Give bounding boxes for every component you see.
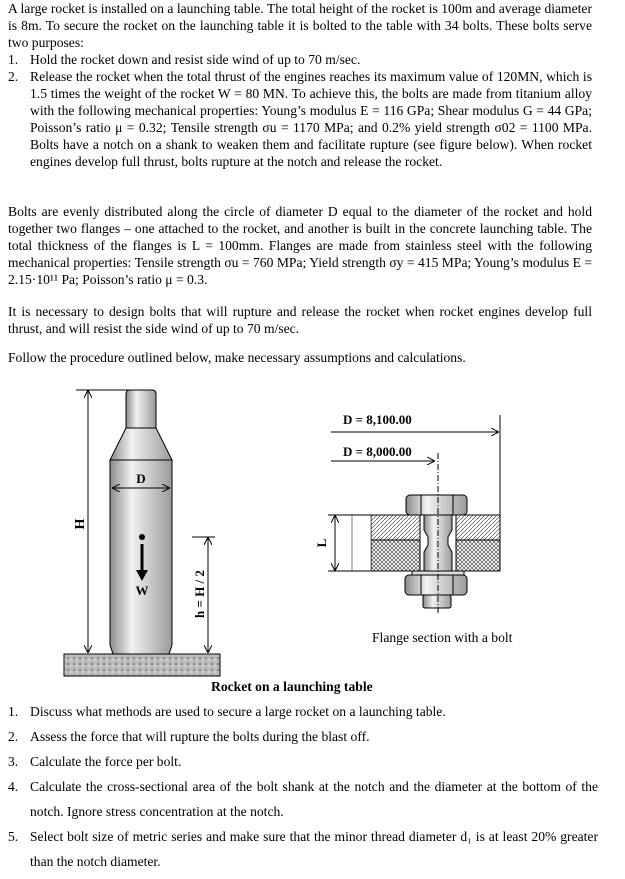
bolts-paragraph: Bolts are evenly distributed along the circle of diameter D equal to the diameter of the rocket and hold together two flanges – one attached to the rocket, and another is built in the concrete launching table. The total thickness of the flanges is L = 100mm. Flanges are made from stainless steel with the following mechanical properties: Tensile strength σu = 760 MPa; Yield strength σy = 415 MPa; Young’s modulus E = 2.15·10¹¹ Pa; Poisson’s ratio μ = 0.3. bbox=[8, 204, 592, 287]
center-height-label: h = H / 2 bbox=[192, 570, 207, 618]
rocket-nose bbox=[126, 390, 156, 428]
list-item bbox=[8, 68, 592, 170]
question-number: 3. bbox=[8, 754, 19, 769]
question-item bbox=[8, 824, 598, 874]
rocket-drawing bbox=[64, 390, 220, 676]
list-number: 2. bbox=[8, 69, 19, 84]
question-number: 1. bbox=[8, 704, 19, 719]
weight-label: W bbox=[135, 583, 149, 598]
question-text: Select bolt size of metric series and make sure that the minor thread diameter d₁ is at least 20% greater than the notch diameter. bbox=[30, 829, 598, 869]
question-list bbox=[8, 699, 598, 874]
question-item bbox=[8, 699, 598, 724]
procedure-paragraph: Follow the procedure outlined below, make necessary assumptions and calculations. bbox=[8, 350, 466, 365]
nut bbox=[405, 575, 467, 595]
question-item bbox=[8, 749, 598, 774]
figure-caption: Rocket on a launching table bbox=[211, 679, 373, 694]
question-number: 2. bbox=[8, 729, 19, 744]
bolt-head bbox=[406, 495, 467, 515]
problem-statement bbox=[8, 0, 592, 170]
bolt-end bbox=[423, 595, 451, 608]
bolt-circle-diameter-label: D = 8,000.00 bbox=[343, 444, 412, 459]
launching-table bbox=[64, 654, 220, 676]
question-text: Assess the force that will rupture the bolts during the blast off. bbox=[30, 729, 370, 744]
flange-drawing bbox=[314, 412, 513, 645]
center-of-mass-dot bbox=[139, 534, 145, 540]
diameter-label: D bbox=[136, 471, 146, 486]
list-text: Hold the rocket down and resist side wind of up to 70 m/sec. bbox=[30, 52, 361, 67]
list-item bbox=[8, 51, 592, 68]
question-item bbox=[8, 774, 598, 824]
question-number: 5. bbox=[8, 829, 19, 844]
list-number: 1. bbox=[8, 52, 19, 67]
rocket-cone bbox=[110, 428, 172, 460]
list-text: Release the rocket when the total thrust of the engines reaches its maximum value of 120MN, which is 1.5 times the weight of the rocket W = 80 MN. To achieve this, the bolts are made from titanium alloy with the following mechanical properties: Young’s modulus E = 116 GPa; Shear modulus G = 44 GPa; Poisson’s ratio μ = 0.32; Tensile strength σu = 1170 MPa; and 0.2% yield strength σ02 = 1100 MPa. Bolts have a notch on a shank to weaken them and facilitate rupture (see figure below). When rocket engines develop full thrust, bolts rupture at the notch and release the rocket. bbox=[30, 69, 592, 169]
question-text: Calculate the cross-sectional area of the bolt shank at the notch and the diameter at the bottom of the notch. Ignore stress concentration at the notch. bbox=[30, 779, 598, 819]
question-number: 4. bbox=[8, 779, 19, 794]
question-item bbox=[8, 724, 598, 749]
figure bbox=[60, 380, 620, 680]
outer-diameter-label: D = 8,100.00 bbox=[343, 412, 412, 427]
height-label: H bbox=[73, 518, 88, 530]
design-paragraph: It is necessary to design bolts that will rupture and release the rocket when rocket engines develop full thrust, and will resist the side wind of up to 70 m/sec. bbox=[8, 304, 592, 336]
thickness-label: L bbox=[314, 538, 329, 548]
intro-paragraph: A large rocket is installed on a launching table. The total height of the rocket is 100m and average diameter is 8m. To secure the rocket on the launching table it is bolted to the table with 34 bolts. These bolts serve two purposes: bbox=[8, 1, 592, 50]
question-text: Discuss what methods are used to secure a large rocket on a launching table. bbox=[30, 704, 446, 719]
flange-caption: Flange section with a bolt bbox=[372, 630, 513, 645]
question-text: Calculate the force per bolt. bbox=[30, 754, 182, 769]
